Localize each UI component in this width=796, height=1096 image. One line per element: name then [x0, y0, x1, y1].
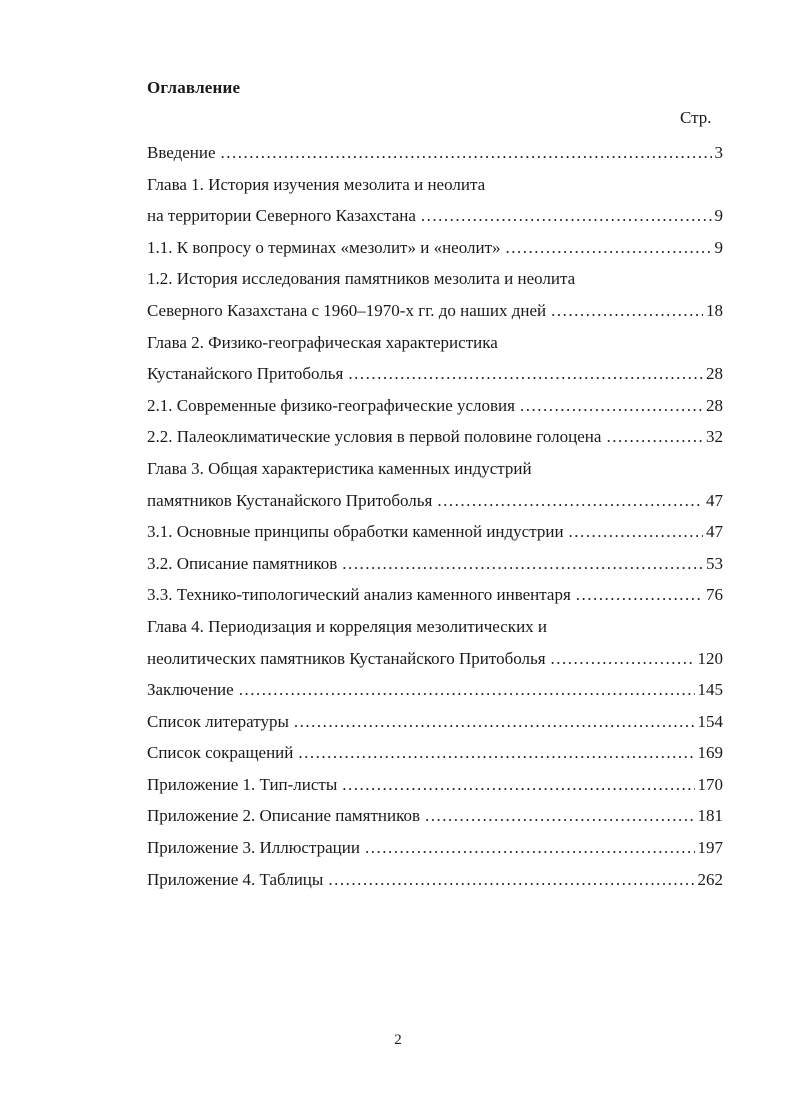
toc-entry: [147, 611, 723, 643]
toc-entry: [147, 737, 723, 769]
dot-leader: [506, 232, 712, 264]
dot-leader: [239, 674, 695, 706]
toc-entry-title: Приложение 4. Таблицы: [147, 869, 324, 889]
toc-entry-page: 9: [714, 237, 723, 257]
toc-entry-page: 169: [697, 743, 723, 763]
toc-entry-title: Северного Казахстана с 1960–1970-х гг. до наших дней: [147, 300, 547, 320]
toc-entry: [147, 295, 723, 327]
toc-entry-title: Глава 1. История изучения мезолита и неолита: [147, 174, 486, 194]
toc-entry-page: 28: [706, 395, 723, 415]
toc-entry-page: 170: [697, 774, 723, 794]
toc-entry-title: 2.2. Палеоклиматические условия в первой половине голоцена: [147, 427, 602, 447]
toc-entry-title: Приложение 2. Описание памятников: [147, 806, 421, 826]
toc-entry-page: 197: [697, 838, 723, 858]
toc-entry: [147, 327, 723, 359]
toc-entry: [147, 421, 723, 453]
toc-entry-page: 120: [697, 648, 723, 668]
toc-entry-title: Глава 3. Общая характеристика каменных индустрий: [147, 458, 532, 478]
toc-entry: [147, 137, 723, 169]
toc-entry-page: 154: [697, 711, 723, 731]
toc-entry: [147, 232, 723, 264]
toc-entry-page: 47: [706, 522, 723, 542]
dot-leader: [520, 390, 703, 422]
toc-entry-title: Приложение 1. Тип-листы: [147, 774, 338, 794]
toc-entry-page: 9: [714, 206, 723, 226]
dot-leader: [551, 643, 695, 675]
page-number: 2: [394, 1032, 402, 1048]
toc-entry-title: Приложение 3. Иллюстрации: [147, 838, 360, 858]
dot-leader: [342, 769, 694, 801]
toc-entry-page: 28: [706, 364, 723, 384]
dot-leader: [221, 137, 712, 169]
toc-entry: [147, 769, 723, 801]
toc-entry-page: 53: [706, 553, 723, 573]
toc-entry-page: 145: [697, 680, 723, 700]
toc-entry-title: 1.2. История исследования памятников мезолита и неолита: [147, 269, 576, 289]
toc-entry-title: 3.3. Технико-типологический анализ каменного инвентаря: [147, 585, 571, 605]
toc-entry: [147, 358, 723, 390]
toc-entry-title: 1.1. К вопросу о терминах «мезолит» и «неолит»: [147, 237, 501, 257]
toc-entry-title: 2.1. Современные физико-географические условия: [147, 395, 515, 415]
toc-entry-page: 181: [697, 806, 723, 826]
toc-entry-page: 47: [706, 490, 723, 510]
toc-entry-page: 32: [706, 427, 723, 447]
toc-entry-title: Кустанайского Притоболья: [147, 364, 344, 384]
toc-entry: [147, 579, 723, 611]
toc-entry-title: неолитических памятников Кустанайского Притоболья: [147, 648, 546, 668]
toc-entry: [147, 516, 723, 548]
dot-leader: [328, 864, 694, 896]
toc-entry: [147, 390, 723, 422]
dot-leader: [606, 421, 703, 453]
dot-leader: [294, 706, 695, 738]
page-column-header: Стр.: [680, 108, 712, 127]
toc-entry-title: 3.1. Основные принципы обработки каменной индустрии: [147, 522, 564, 542]
dot-leader: [348, 358, 703, 390]
toc-entry-title: на территории Северного Казахстана: [147, 206, 416, 226]
toc-entry: [147, 832, 723, 864]
toc-entry: [147, 548, 723, 580]
toc-entry-title: Глава 2. Физико-географическая характеристика: [147, 332, 498, 352]
toc-entry: [147, 864, 723, 896]
dot-leader: [576, 579, 703, 611]
toc-entry: [147, 263, 723, 295]
table-of-contents: [147, 137, 723, 895]
dot-leader: [437, 485, 703, 517]
toc-entry: [147, 200, 723, 232]
toc-entry: [147, 643, 723, 675]
dot-leader: [365, 832, 695, 864]
toc-entry-page: 76: [706, 585, 723, 605]
dot-leader: [342, 548, 703, 580]
toc-entry-title: 3.2. Описание памятников: [147, 553, 338, 573]
dot-leader: [425, 800, 694, 832]
toc-entry: [147, 706, 723, 738]
dot-leader: [421, 200, 712, 232]
toc-entry-title: Список литературы: [147, 711, 289, 731]
toc-entry-title: Введение: [147, 143, 216, 162]
toc-entry-title: памятников Кустанайского Притоболья: [147, 490, 433, 510]
toc-entry: [147, 453, 723, 485]
toc-entry: [147, 800, 723, 832]
page-title: Оглавление: [147, 78, 241, 97]
dot-leader: [569, 516, 703, 548]
toc-entry-title: Заключение: [147, 680, 234, 700]
dot-leader: [551, 295, 703, 327]
toc-entry-page: 3: [714, 143, 723, 162]
toc-entry-title: Список сокращений: [147, 743, 294, 763]
toc-entry-title: Глава 4. Периодизация и корреляция мезолитических и: [147, 616, 548, 636]
dot-leader: [298, 737, 694, 769]
toc-entry: [147, 485, 723, 517]
toc-entry: [147, 674, 723, 706]
toc-entry-page: 18: [706, 300, 723, 320]
toc-entry-page: 262: [697, 869, 723, 889]
toc-entry: [147, 169, 723, 201]
